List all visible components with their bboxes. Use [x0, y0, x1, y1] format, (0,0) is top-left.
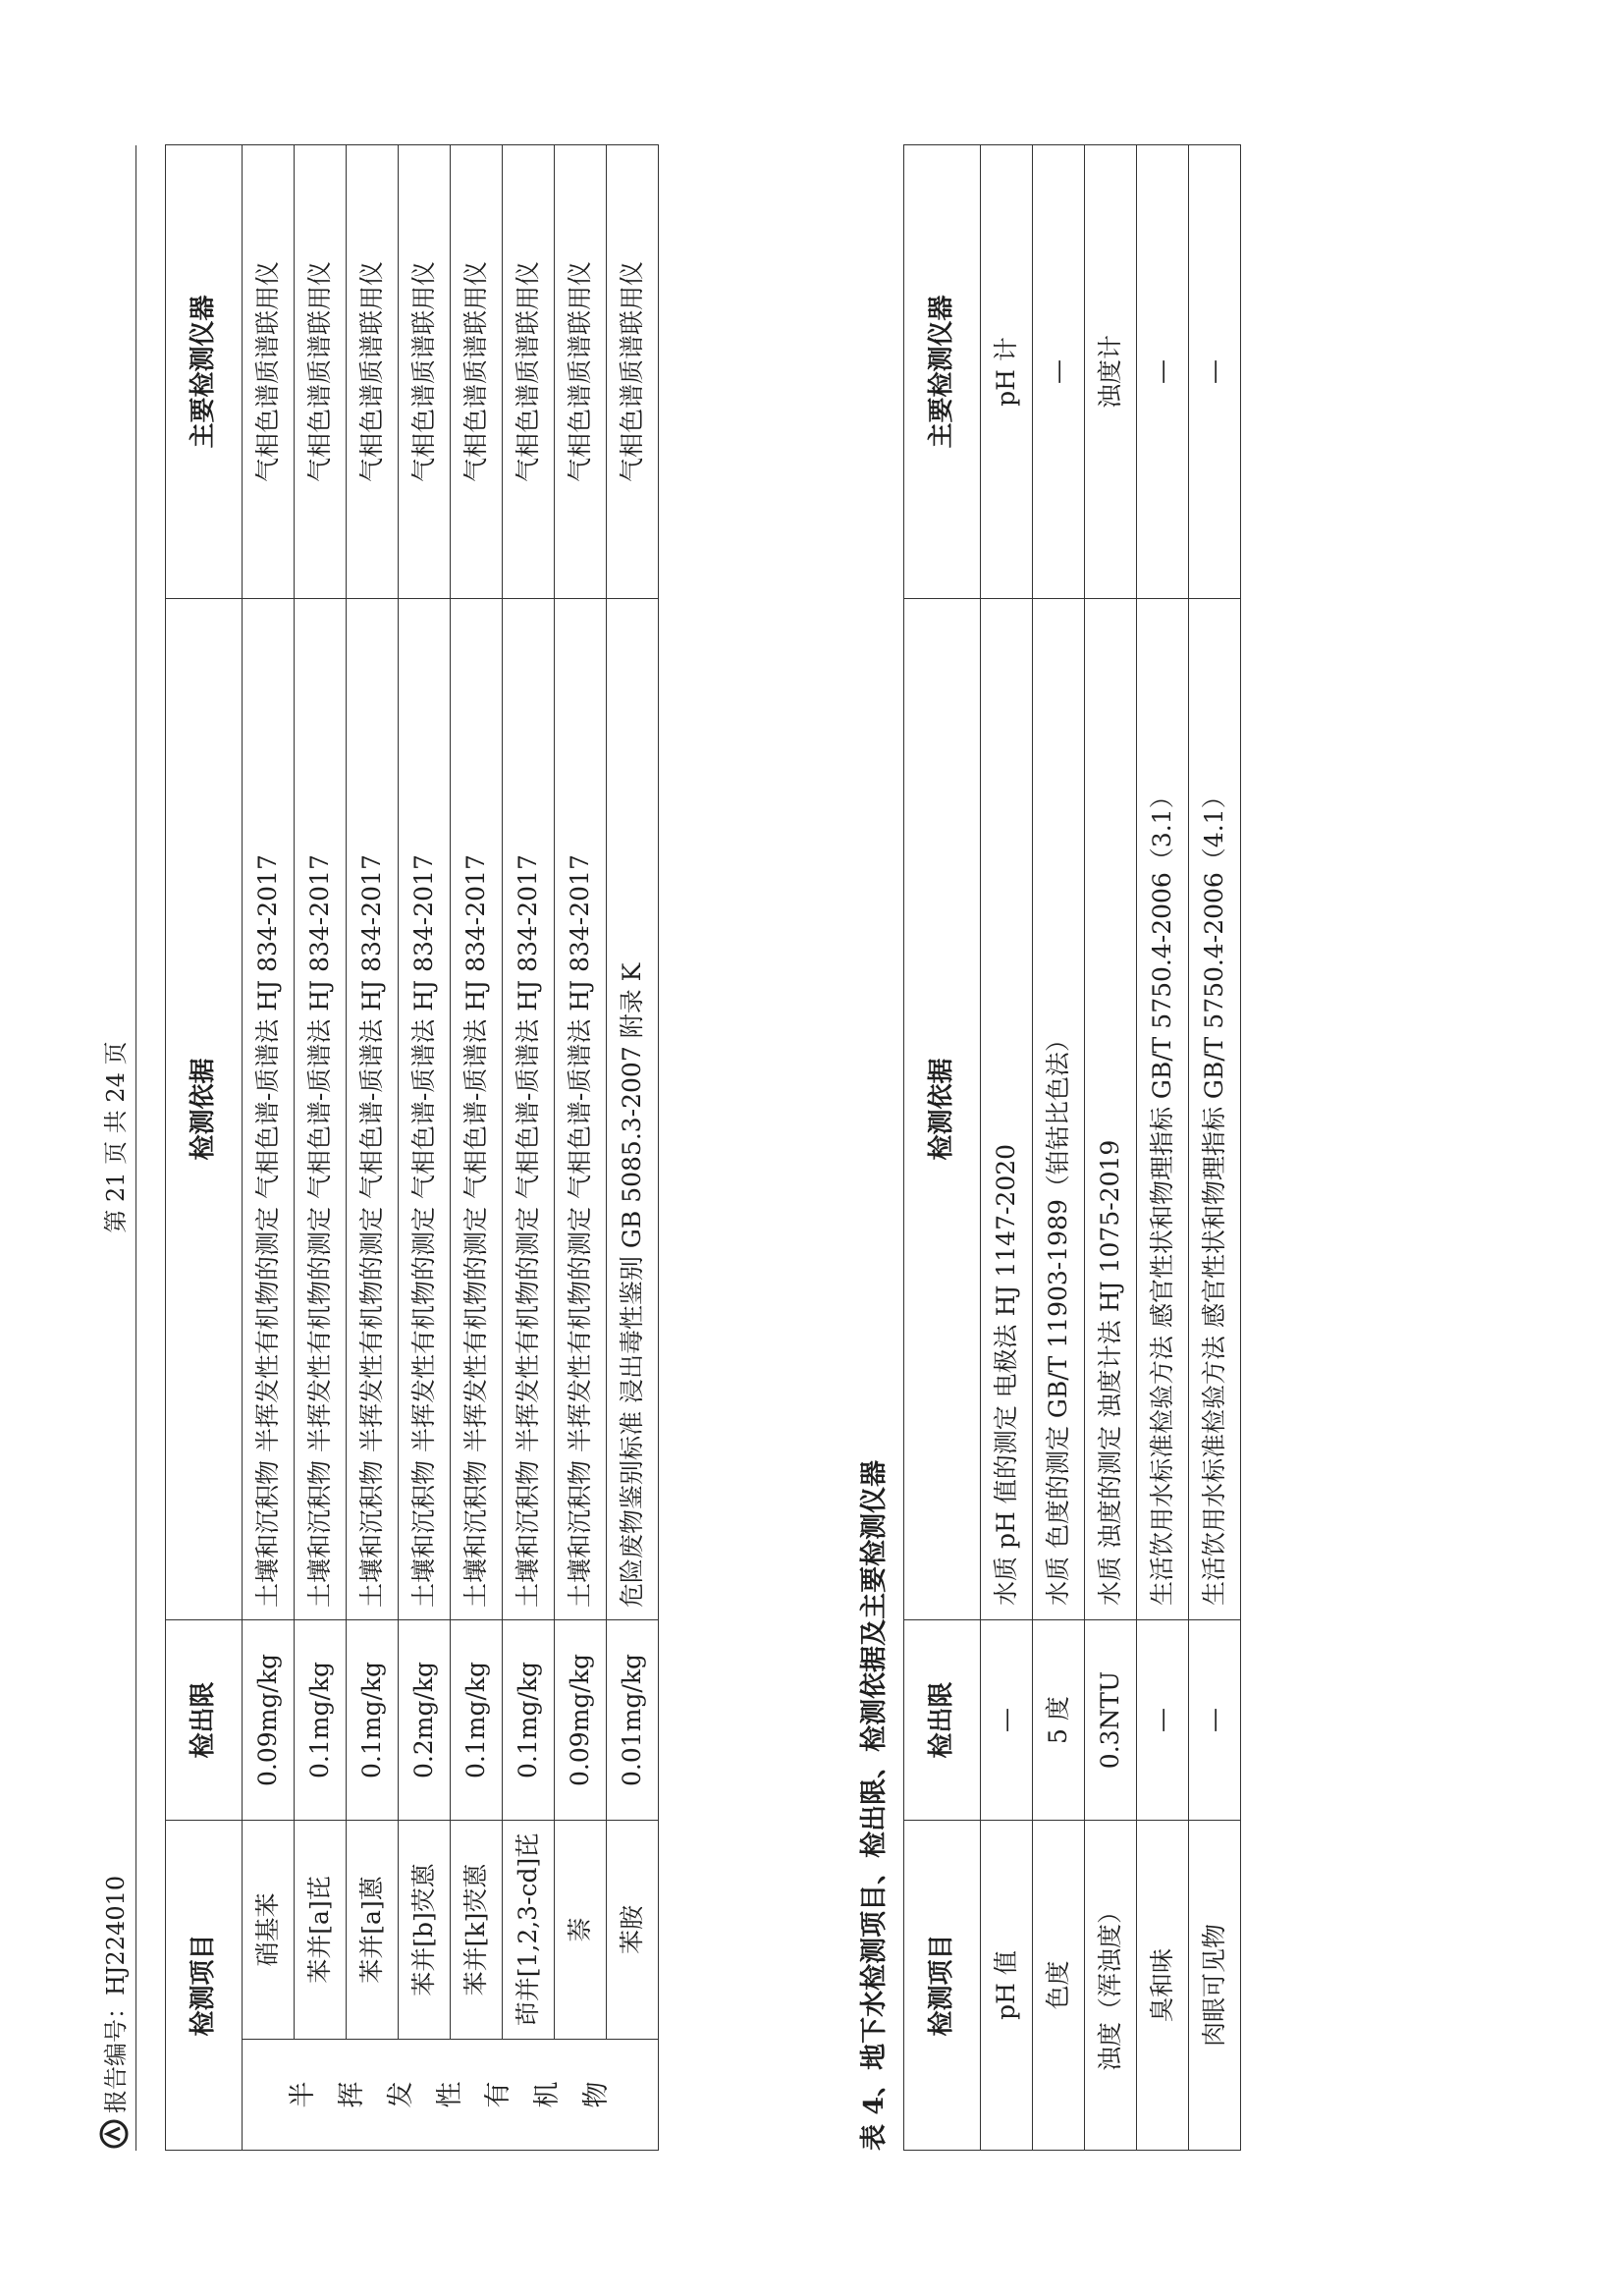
instrument-cell: 浊度计 — [1085, 145, 1137, 599]
table-row — [1189, 145, 1241, 2151]
limit-cell: — — [1189, 1620, 1241, 1821]
item-cell: 臭和味 — [1137, 1821, 1189, 2151]
item-cell: 茚并[1,2,3-cd]芘 — [503, 1820, 555, 2039]
basis-cell: 土壤和沉积物 半挥发性有机物的测定 气相色谱-质谱法 HJ 834-2017 — [399, 598, 451, 1619]
header-instrument: 主要检测仪器 — [904, 145, 981, 599]
item-cell: 苯并[a]芘 — [295, 1820, 347, 2039]
limit-cell: 0.1mg/kg — [295, 1619, 347, 1820]
category-cell — [243, 2040, 659, 2151]
basis-cell: 土壤和沉积物 半挥发性有机物的测定 气相色谱-质谱法 HJ 834-2017 — [243, 598, 295, 1619]
header-divider — [135, 145, 136, 2151]
instrument-cell: 气相色谱质谱联用仪 — [555, 144, 607, 598]
limit-cell: 0.01mg/kg — [607, 1619, 659, 1820]
limit-cell: 0.3NTU — [1085, 1620, 1137, 1821]
company-logo-icon — [99, 2119, 129, 2149]
item-cell: 硝基苯 — [243, 1820, 295, 2039]
table-row — [399, 144, 451, 2150]
instrument-cell: — — [1189, 145, 1241, 599]
table-row — [503, 144, 555, 2150]
header-basis: 检测依据 — [904, 599, 981, 1620]
table-row — [1033, 145, 1085, 2151]
header-basis: 检测依据 — [166, 598, 243, 1619]
instrument-cell: 气相色谱质谱联用仪 — [295, 144, 347, 598]
basis-cell: 水质 pH 值的测定 电极法 HJ 1147-2020 — [981, 599, 1033, 1620]
table-row — [347, 144, 399, 2150]
header-item: 检测项目 — [904, 1821, 981, 2151]
category-label: 半挥发性有机物 — [287, 2081, 613, 2108]
basis-cell: 土壤和沉积物 半挥发性有机物的测定 气相色谱-质谱法 HJ 834-2017 — [555, 598, 607, 1619]
instrument-cell: 气相色谱质谱联用仪 — [451, 144, 503, 598]
instrument-cell: — — [1033, 145, 1085, 599]
limit-cell: 0.09mg/kg — [555, 1619, 607, 1820]
table-header-row — [904, 145, 981, 2151]
limit-cell: 5 度 — [1033, 1620, 1085, 1821]
limit-cell: 0.2mg/kg — [399, 1619, 451, 1820]
header-limit: 检出限 — [904, 1620, 981, 1821]
basis-cell: 水质 色度的测定 GB/T 11903-1989（铂钴比色法） — [1033, 599, 1085, 1620]
header-item: 检测项目 — [166, 1820, 243, 2150]
table-row — [295, 144, 347, 2150]
item-cell: 苯并[b]荧蒽 — [399, 1820, 451, 2039]
instrument-cell: pH 计 — [981, 145, 1033, 599]
basis-cell: 土壤和沉积物 半挥发性有机物的测定 气相色谱-质谱法 HJ 834-2017 — [451, 598, 503, 1619]
table-row — [981, 145, 1033, 2151]
page-number: 第 21 页 共 24 页 — [102, 1041, 130, 1233]
basis-cell: 土壤和沉积物 半挥发性有机物的测定 气相色谱-质谱法 HJ 834-2017 — [503, 598, 555, 1619]
soil-detection-table — [165, 144, 659, 2151]
basis-cell: 危险废物鉴别标准 浸出毒性鉴别 GB 5085.3-2007 附录 K — [607, 598, 659, 1619]
item-cell: 浊度（浑浊度） — [1085, 1821, 1137, 2151]
table-row — [1085, 145, 1137, 2151]
table-row — [243, 144, 295, 2150]
instrument-cell: 气相色谱质谱联用仪 — [399, 144, 451, 598]
limit-cell: 0.1mg/kg — [451, 1619, 503, 1820]
header-limit: 检出限 — [166, 1619, 243, 1820]
table-row — [607, 144, 659, 2150]
instrument-cell: 气相色谱质谱联用仪 — [347, 144, 399, 598]
limit-cell: — — [1137, 1620, 1189, 1821]
limit-cell: 0.09mg/kg — [243, 1619, 295, 1820]
item-cell: 苯胺 — [607, 1820, 659, 2039]
basis-cell: 土壤和沉积物 半挥发性有机物的测定 气相色谱-质谱法 HJ 834-2017 — [347, 598, 399, 1619]
header-instrument: 主要检测仪器 — [166, 144, 243, 598]
instrument-cell: 气相色谱质谱联用仪 — [503, 144, 555, 598]
limit-cell: 0.1mg/kg — [503, 1619, 555, 1820]
table-header-row — [166, 144, 243, 2150]
instrument-cell: 气相色谱质谱联用仪 — [243, 144, 295, 598]
item-cell: 苯并[a]蒽 — [347, 1820, 399, 2039]
limit-cell: — — [981, 1620, 1033, 1821]
instrument-cell: — — [1137, 145, 1189, 599]
report-number: 报告编号：HJ224010 — [102, 1875, 130, 2113]
groundwater-detection-table — [903, 144, 1241, 2151]
basis-cell: 土壤和沉积物 半挥发性有机物的测定 气相色谱-质谱法 HJ 834-2017 — [295, 598, 347, 1619]
item-cell: pH 值 — [981, 1821, 1033, 2151]
item-cell: 肉眼可见物 — [1189, 1821, 1241, 2151]
basis-cell: 生活饮用水标准检验方法 感官性状和物理指标 GB/T 5750.4-2006（4.1） — [1189, 599, 1241, 1620]
table4-caption: 表 4、地下水检测项目、检出限、检测依据及主要检测仪器 — [859, 1459, 890, 2151]
item-cell: 萘 — [555, 1820, 607, 2039]
table-row — [451, 144, 503, 2150]
instrument-cell: 气相色谱质谱联用仪 — [607, 144, 659, 598]
report-number-header — [96, 1876, 131, 2149]
table-row — [1137, 145, 1189, 2151]
item-cell: 苯并[k]荧蒽 — [451, 1820, 503, 2039]
table-row — [555, 144, 607, 2150]
basis-cell: 生活饮用水标准检验方法 感官性状和物理指标 GB/T 5750.4-2006（3.1） — [1137, 599, 1189, 1620]
basis-cell: 水质 浊度的测定 浊度计法 HJ 1075-2019 — [1085, 599, 1137, 1620]
limit-cell: 0.1mg/kg — [347, 1619, 399, 1820]
item-cell: 色度 — [1033, 1821, 1085, 2151]
